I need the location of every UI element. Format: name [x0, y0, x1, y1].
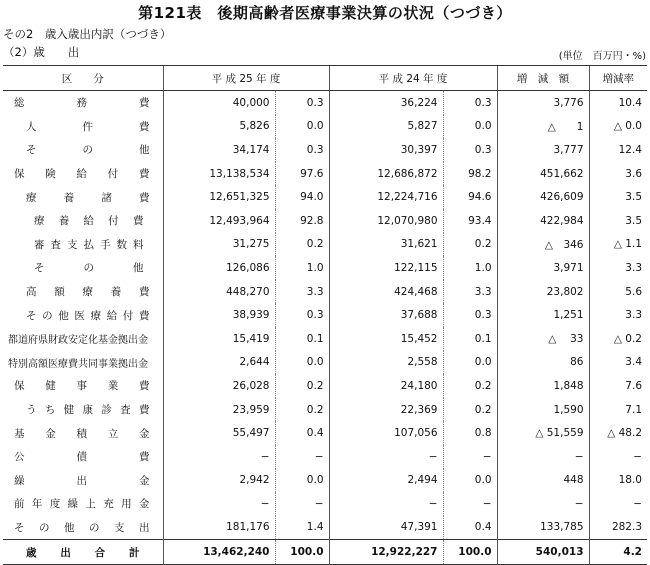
fy24-share: 93.4	[443, 209, 497, 233]
fy25-amount: 26,028	[163, 374, 275, 398]
fy24-amount: −	[329, 445, 443, 469]
fy25-share: 0.3	[275, 138, 329, 162]
fy25-amount: 2,644	[163, 351, 275, 375]
row-label: 特別高額医療費共同事業拠出金	[8, 358, 148, 370]
row-label: う ち 健 康 診 査 費	[26, 404, 150, 417]
change-amount: 3,777	[497, 138, 589, 162]
fy24-amount: 5,827	[329, 115, 443, 139]
change-rate: 18.0	[589, 469, 647, 493]
table-body	[3, 91, 647, 565]
table-row	[3, 374, 647, 398]
row-label: 歳 出 合 計	[3, 540, 163, 565]
fy24-share: 1.0	[443, 256, 497, 280]
fy24-share: −	[443, 492, 497, 516]
change-rate: 10.4	[589, 91, 647, 115]
change-rate: 3.5	[589, 185, 647, 209]
fy24-amount: 2,558	[329, 351, 443, 375]
row-label: 都道府県財政安定化基金拠出金	[8, 335, 148, 347]
fy25-share: 0.2	[275, 374, 329, 398]
fy25-amount: 31,275	[163, 233, 275, 257]
fy24-amount: 24,180	[329, 374, 443, 398]
change-amount: 448	[497, 469, 589, 493]
fy24-share: 0.3	[443, 303, 497, 327]
change-rate: △ 0.0	[589, 115, 647, 139]
table-subtitle: （2）歳 出	[3, 45, 80, 59]
change-amount: 1,848	[497, 374, 589, 398]
fy25-share: −	[275, 445, 329, 469]
change-rate: 3.6	[589, 162, 647, 186]
fy25-share: −	[275, 492, 329, 516]
change-rate: △ 0.2	[589, 327, 647, 351]
change-rate: 5.6	[589, 280, 647, 304]
change-amount: 3,776	[497, 91, 589, 115]
change-amount: 3,971	[497, 256, 589, 280]
table-row	[3, 469, 647, 493]
table-row	[3, 115, 647, 139]
change-amount: △ 33	[497, 327, 589, 351]
change-amount: 86	[497, 351, 589, 375]
header-fy25: 平 成 25 年 度	[163, 66, 329, 91]
fy24-share: 0.0	[443, 469, 497, 493]
fy24-amount: 47,391	[329, 516, 443, 540]
row-label: 療 養 給 付 費	[34, 215, 144, 228]
table-row	[3, 398, 647, 422]
fy24-amount: 122,115	[329, 256, 443, 280]
fy24-amount: 15,452	[329, 327, 443, 351]
table-row	[3, 351, 647, 375]
fy25-share: 0.3	[275, 303, 329, 327]
change-amount: −	[497, 492, 589, 516]
table-row	[3, 516, 647, 540]
change-amount: 540,013	[497, 540, 589, 565]
fy25-amount: 13,138,534	[163, 162, 275, 186]
change-amount: △ 346	[497, 233, 589, 257]
fy24-share: −	[443, 445, 497, 469]
fy24-share: 0.2	[443, 374, 497, 398]
change-amount: 1,590	[497, 398, 589, 422]
table-row	[3, 185, 647, 209]
fy25-share: 0.4	[275, 421, 329, 445]
change-amount: 1,251	[497, 303, 589, 327]
change-rate: 12.4	[589, 138, 647, 162]
change-rate: 3.5	[589, 209, 647, 233]
fy25-amount: −	[163, 492, 275, 516]
fy25-share: 1.0	[275, 256, 329, 280]
fy25-amount: 12,651,325	[163, 185, 275, 209]
fy25-share: 0.0	[275, 115, 329, 139]
row-label: 前 年 度 繰 上 充 用 金	[14, 498, 150, 511]
row-label: 審 査 支 払 手 数 料	[34, 238, 144, 251]
fy24-amount: 31,621	[329, 233, 443, 257]
row-label: 高 額 療 養 費	[26, 286, 150, 299]
change-rate: 282.3	[589, 516, 647, 540]
table-row	[3, 327, 647, 351]
change-amount: 422,984	[497, 209, 589, 233]
fy25-share: 100.0	[275, 540, 329, 565]
fy25-share: 0.0	[275, 469, 329, 493]
change-rate: 7.1	[589, 398, 647, 422]
row-label: 公 債 費	[14, 451, 150, 464]
fy24-share: 94.6	[443, 185, 497, 209]
table-row	[3, 256, 647, 280]
change-rate: −	[589, 445, 647, 469]
fy24-amount: −	[329, 492, 443, 516]
change-amount: △ 1	[497, 115, 589, 139]
fy25-amount: 181,176	[163, 516, 275, 540]
row-label: そ の 他 の 支 出	[14, 521, 150, 534]
fy25-share: 94.0	[275, 185, 329, 209]
fy25-amount: 448,270	[163, 280, 275, 304]
table-row	[3, 233, 647, 257]
fy24-share: 0.1	[443, 327, 497, 351]
fy24-amount: 107,056	[329, 421, 443, 445]
row-label: 保 険 給 付 費	[14, 168, 150, 181]
fy25-amount: 40,000	[163, 91, 275, 115]
change-amount: 23,802	[497, 280, 589, 304]
fy25-amount: 38,939	[163, 303, 275, 327]
row-label: そ の 他 医 療 給 付 費	[26, 309, 150, 322]
expenditure-table	[3, 65, 647, 565]
total-row	[3, 540, 647, 565]
fy24-share: 98.2	[443, 162, 497, 186]
fy24-share: 0.2	[443, 233, 497, 257]
header-change: 増 減 額	[497, 66, 589, 91]
fy24-share: 0.3	[443, 138, 497, 162]
fy25-amount: 55,497	[163, 421, 275, 445]
fy25-share: 0.2	[275, 398, 329, 422]
fy25-amount: 23,959	[163, 398, 275, 422]
change-rate: 3.4	[589, 351, 647, 375]
row-label: そ の 他	[26, 144, 150, 157]
change-rate: 3.3	[589, 303, 647, 327]
table-row	[3, 492, 647, 516]
header-fy24: 平 成 24 年 度	[329, 66, 497, 91]
section-subtitle: その2 歳入歳出内訳（つづき）	[3, 27, 172, 41]
table-row	[3, 91, 647, 115]
row-label: 人 件 費	[26, 120, 150, 133]
table-row	[3, 280, 647, 304]
fy25-amount: 2,942	[163, 469, 275, 493]
fy24-amount: 12,686,872	[329, 162, 443, 186]
fy25-amount: 34,174	[163, 138, 275, 162]
fy24-share: 0.3	[443, 91, 497, 115]
row-label: 基 金 積 立 金	[14, 427, 150, 440]
header-rate: 増減率	[589, 66, 647, 91]
header-row	[3, 66, 647, 91]
fy24-share: 100.0	[443, 540, 497, 565]
change-rate: 7.6	[589, 374, 647, 398]
table-row	[3, 303, 647, 327]
table-row	[3, 162, 647, 186]
fy25-share: 0.1	[275, 327, 329, 351]
header-category: 区 分	[3, 66, 163, 91]
fy24-amount: 30,397	[329, 138, 443, 162]
table-row	[3, 138, 647, 162]
page-title: 第121表 後期高齢者医療事業決算の状況（つづき）	[138, 4, 512, 22]
row-label: 保 健 事 業 費	[14, 380, 150, 393]
fy25-amount: 12,493,964	[163, 209, 275, 233]
fy24-share: 3.3	[443, 280, 497, 304]
row-label: 繰 出 金	[14, 474, 150, 487]
change-amount: 451,662	[497, 162, 589, 186]
table-row	[3, 421, 647, 445]
fy24-amount: 12,224,716	[329, 185, 443, 209]
fy24-amount: 2,494	[329, 469, 443, 493]
fy25-amount: 5,826	[163, 115, 275, 139]
fy25-amount: 13,462,240	[163, 540, 275, 565]
change-rate: 4.2	[589, 540, 647, 565]
fy25-amount: −	[163, 445, 275, 469]
fy24-amount: 36,224	[329, 91, 443, 115]
row-label: 療 養 諸 費	[26, 191, 150, 204]
fy25-share: 3.3	[275, 280, 329, 304]
row-label: 総 務 費	[14, 97, 150, 110]
fy24-amount: 424,468	[329, 280, 443, 304]
fy24-amount: 22,369	[329, 398, 443, 422]
fy24-share: 0.0	[443, 351, 497, 375]
change-amount: 426,609	[497, 185, 589, 209]
fy25-amount: 15,419	[163, 327, 275, 351]
fy25-share: 0.0	[275, 351, 329, 375]
row-label: そ の 他	[34, 262, 144, 275]
change-rate: −	[589, 492, 647, 516]
fy24-amount: 37,688	[329, 303, 443, 327]
change-amount: −	[497, 445, 589, 469]
fy25-share: 92.8	[275, 209, 329, 233]
unit-note: (単位 百万円・%)	[558, 51, 646, 62]
table-row	[3, 209, 647, 233]
change-rate: 3.3	[589, 256, 647, 280]
fy25-share: 97.6	[275, 162, 329, 186]
fy24-amount: 12,070,980	[329, 209, 443, 233]
fy25-share: 1.4	[275, 516, 329, 540]
fy25-share: 0.2	[275, 233, 329, 257]
fy24-share: 0.2	[443, 398, 497, 422]
change-amount: △ 51,559	[497, 421, 589, 445]
fy25-share: 0.3	[275, 91, 329, 115]
fy24-share: 0.0	[443, 115, 497, 139]
fy25-amount: 126,086	[163, 256, 275, 280]
change-rate: △ 48.2	[589, 421, 647, 445]
fy24-share: 0.8	[443, 421, 497, 445]
fy24-amount: 12,922,227	[329, 540, 443, 565]
table-row	[3, 445, 647, 469]
change-amount: 133,785	[497, 516, 589, 540]
fy24-share: 0.4	[443, 516, 497, 540]
change-rate: △ 1.1	[589, 233, 647, 257]
